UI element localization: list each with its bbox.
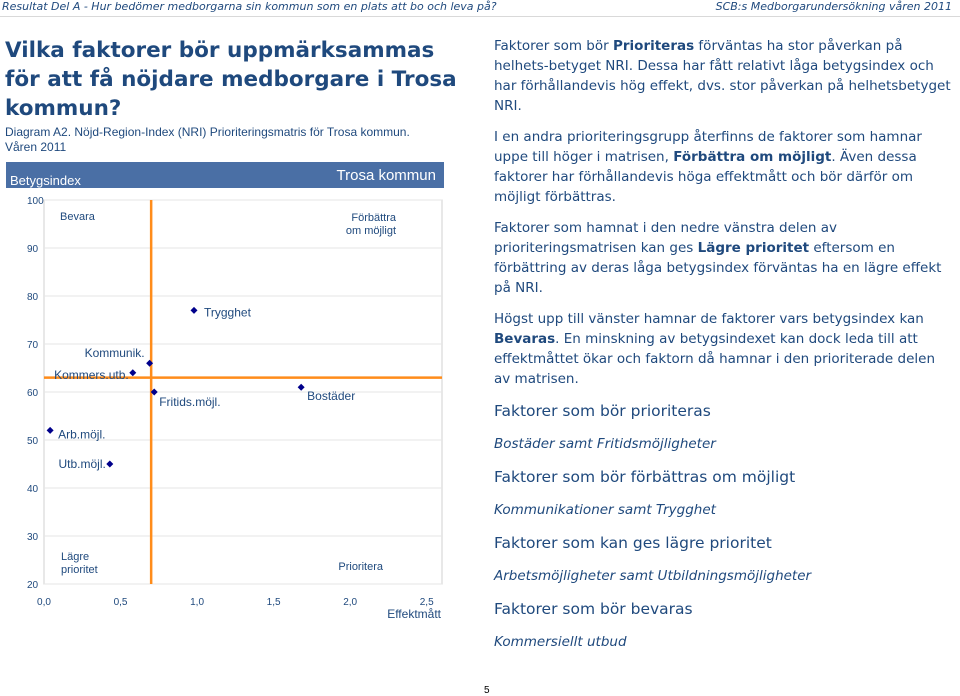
data-point-label: Kommunik. (84, 346, 145, 361)
section-items-preserve: Kommersiellt utbud (494, 634, 627, 650)
y-tick-label: 50 (27, 436, 39, 447)
text-span: förväntas ha stor påverkan på helhets-betyget NRI. Dessa har fått relativt låga betygsindex och har förhållandevis hög effekt, dvs. stor påverkan på helhetsbetyget NRI. (494, 38, 951, 114)
y-tick-label: 70 (27, 340, 39, 351)
section-heading-prioritize: Faktorer som bör prioriteras (494, 402, 711, 420)
section-items-prioritize: Bostäder samt Fritidsmöjligheter (494, 436, 716, 452)
x-tick-label: 2,5 (419, 597, 434, 608)
emphasis-bevaras: Bevaras (494, 331, 556, 347)
y-axis-title: Betygsindex (10, 173, 81, 188)
section-heading-improve: Faktorer som bör förbättras om möjligt (494, 468, 796, 486)
paragraph-prioritize (494, 36, 952, 116)
paragraph-lower-priority (494, 218, 952, 298)
data-point-label: Arb.möjl. (58, 427, 106, 442)
x-tick-label: 0,0 (37, 597, 51, 608)
section-heading-preserve: Faktorer som bör bevaras (494, 600, 693, 618)
quadrant-label-bevara: Bevara (60, 211, 95, 223)
explanation-column (494, 36, 952, 664)
emphasis-prioriteras: Prioriteras (612, 38, 695, 54)
text-span: . En minskning av betygsindexet kan dock leda till att effektmåttet ökar och faktorn då hamnar i den prioriterade delen av matrisen. (494, 331, 936, 387)
x-tick-label: 1,0 (190, 597, 205, 608)
section-items-improve: Kommunikationer samt Trygghet (494, 502, 716, 518)
emphasis-forbattra: Förbättra om möjligt (673, 149, 832, 165)
data-point-label: Bostäder (307, 389, 356, 404)
quadrant-label-forbattra: om möjligt (345, 225, 396, 237)
quadrant-label-lagre-prioritet: prioritet (61, 564, 98, 576)
y-tick-label: 80 (27, 292, 39, 303)
quadrant-label-forbattra: Förbättra (351, 212, 396, 224)
text-span: Faktorer som bör (494, 38, 613, 54)
paragraph-improve (494, 127, 952, 207)
text-span: . Även dessa faktorer har förhållandevis höga effektmått och bör därför om möjligt förbättras. (494, 149, 917, 205)
y-tick-label: 30 (27, 532, 39, 543)
section-items-lower: Arbetsmöjligheter samt Utbildningsmöjligheter (494, 568, 812, 584)
priority-matrix-chart (0, 160, 446, 628)
header-report-title: SCB:s Medborgarundersökning våren 2011 (715, 0, 952, 13)
x-tick-label: 0,5 (113, 597, 128, 608)
x-tick-label: 2,0 (343, 597, 358, 608)
y-tick-label: 90 (27, 244, 39, 255)
text-span: Högst upp till vänster hamnar de faktorer vars betygsindex kan (494, 311, 924, 327)
diagram-caption (5, 125, 465, 155)
y-tick-label: 40 (27, 484, 39, 495)
quadrant-label-prioritera: Prioritera (338, 561, 383, 573)
y-tick-label: 100 (27, 196, 44, 207)
diagram-caption-title: Diagram A2. Nöjd-Region-Index (NRI) Prioriteringsmatris för Trosa kommun. (5, 125, 410, 139)
priority-matrix-svg (0, 160, 446, 628)
data-point-label: Kommers.utb. (54, 367, 129, 382)
page-title: Vilka faktorer bör uppmärksammas för att få nöjdare medborgare i Trosa kommun? (5, 38, 457, 121)
x-tick-label: 1,5 (266, 597, 281, 608)
header-section-title: Resultat Del A - Hur bedömer medborgarna sin kommun som en plats att bo och leva på? (2, 0, 497, 13)
x-axis-title: Effektmått (387, 607, 441, 621)
page-header (0, 0, 960, 17)
data-point-label: Utb.möjl. (58, 457, 106, 471)
data-point-label: Trygghet (204, 305, 251, 320)
text-span: I en andra prioriteringsgrupp återfinns de faktorer som hamnar uppe till höger i matrisen, (494, 129, 922, 165)
y-tick-label: 20 (27, 580, 39, 591)
y-tick-label: 60 (27, 388, 39, 399)
emphasis-lagre-prioritet: Lägre prioritet (697, 240, 810, 256)
section-heading-lower: Faktorer som kan ges lägre prioritet (494, 534, 772, 552)
text-span: Faktorer som hamnat i den nedre vänstra delen av prioriteringsmatrisen kan ges (494, 220, 838, 256)
paragraph-preserve (494, 309, 952, 389)
chart-title: Trosa kommun (336, 167, 436, 184)
quadrant-label-lagre-prioritet: Lägre (61, 551, 90, 563)
diagram-caption-period: Våren 2011 (5, 140, 67, 154)
text-span: eftersom en förbättring av deras låga betygsindex förväntas ha en lägre effekt på NRI. (494, 240, 942, 296)
data-point-label: Fritids.möjl. (159, 395, 221, 409)
page-number: 5 (484, 685, 490, 696)
